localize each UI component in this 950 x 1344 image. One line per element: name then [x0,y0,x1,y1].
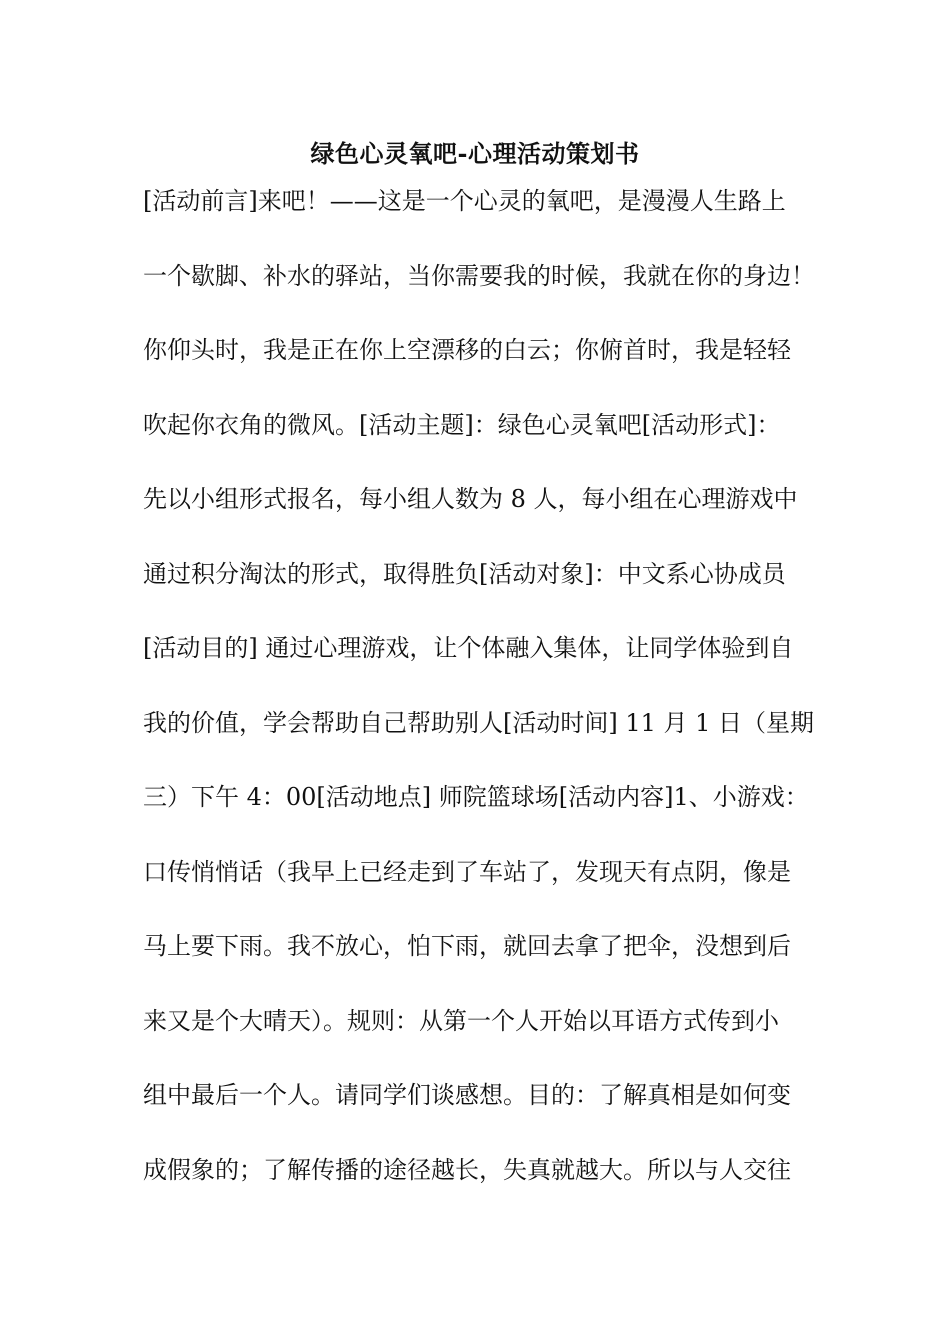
body-line: 马上要下雨。我不放心，怕下雨，就回去拿了把伞，没想到后 [143,932,791,960]
body-line: 我的价值，学会帮助自己帮助别人[活动时间] 11 月 1 日（星期 [143,708,815,737]
body-line: 先以小组形式报名，每小组人数为 8 人，每小组在心理游戏中 [143,485,798,513]
body-line: 来又是个大晴天）。规则：从第一个人开始以耳语方式传到小 [143,1006,779,1035]
document-title: 绿色心灵氧吧-心理活动策划书 [310,139,640,168]
body-line: 成假象的；了解传播的途径越长，失真就越大。所以与人交往 [143,1155,791,1184]
body-line: [活动前言]来吧！——这是一个心灵的氧吧，是漫漫人生路上 [143,187,786,215]
body-line: 通过积分淘汰的形式，取得胜负[活动对象]：中文系心协成员 [143,559,786,588]
body-line: 吹起你衣角的微风。[活动主题]：绿色心灵氧吧[活动形式]： [143,410,781,439]
body-line: 三）下午 4：00[活动地点] 师院篮球场[活动内容]1、小游戏： [143,783,809,811]
body-line: 一个歇脚、补水的驿站，当你需要我的时候，我就在你的身边！ [143,261,815,290]
body-line: [活动目的] 通过心理游戏，让个体融入集体，让同学体验到自 [143,634,794,662]
body-line: 你仰头时，我是正在你上空漂移的白云；你俯首时，我是轻轻 [143,336,791,364]
body-line: 组中最后一个人。请同学们谈感想。目的：了解真相是如何变 [143,1081,791,1109]
body-line: 口传悄悄话（我早上已经走到了车站了，发现天有点阴，像是 [143,857,791,886]
document-body [143,178,823,1221]
